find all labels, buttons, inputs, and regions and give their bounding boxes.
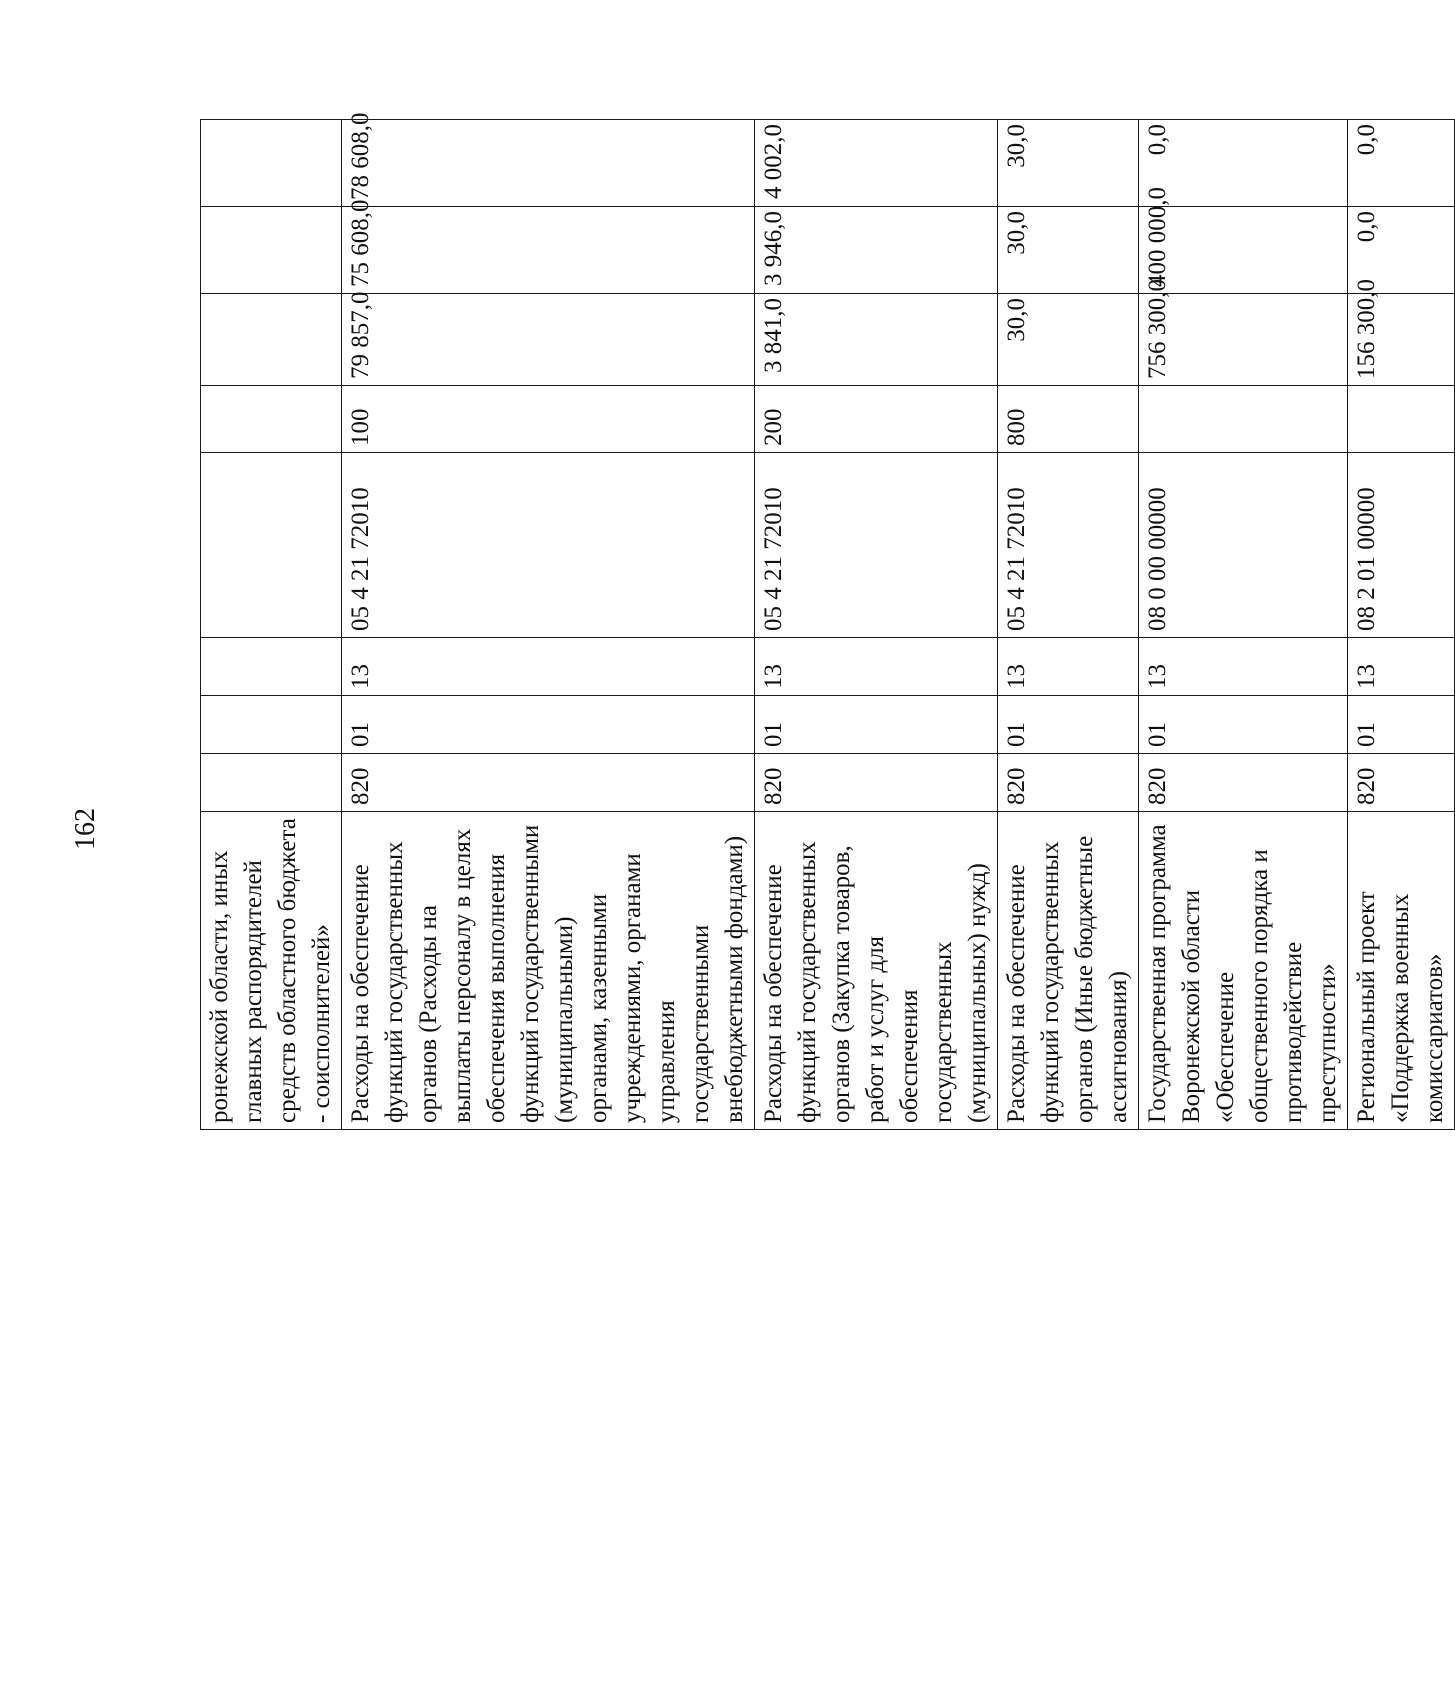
row-amount-year-3: 0,0 <box>1348 120 1455 207</box>
row-amount-year-3 <box>201 120 342 207</box>
row-amount-year-2: 3 946,0 <box>755 207 998 294</box>
row-amount-year-2 <box>201 207 342 294</box>
row-grbs-code <box>201 754 342 812</box>
table-row <box>342 120 755 1130</box>
row-description: Расходы на обеспечение функций государственных органов (Закупка товаров, работ и услуг для обеспечения государственных (муниципальных) нужд) <box>755 812 998 1130</box>
row-target-article-code: 08 0 00 00000 <box>1139 453 1348 638</box>
row-amount-year-1: 30,0 <box>998 294 1139 386</box>
row-amount-year-3: 0,0 <box>1139 120 1348 207</box>
row-section-code: 01 <box>342 696 755 754</box>
row-amount-year-3: 4 002,0 <box>755 120 998 207</box>
row-subsection-code: 13 <box>1348 638 1455 696</box>
row-description: Расходы на обеспечение функций государственных органов (Расходы на выплаты персоналу в целях обеспечения выполнения функций государственными (муниципальными) органами, казенными учреждениями, органами управления государственными внебюджетными фондами) <box>342 812 755 1130</box>
row-subsection-code <box>201 638 342 696</box>
row-target-article-code: 05 4 21 72010 <box>342 453 755 638</box>
row-amount-year-2: 0,0 <box>1348 207 1455 294</box>
row-amount-year-2: 400 000,0 <box>1139 207 1348 294</box>
table-row <box>1348 120 1455 1130</box>
row-amount-year-1: 756 300,0 <box>1139 294 1348 386</box>
row-amount-year-1 <box>201 294 342 386</box>
row-expense-type-code: 200 <box>755 386 998 453</box>
row-expense-type-code <box>201 386 342 453</box>
row-section-code: 01 <box>1139 696 1348 754</box>
table-row <box>755 120 998 1130</box>
row-grbs-code: 820 <box>998 754 1139 812</box>
row-expense-type-code: 100 <box>342 386 755 453</box>
row-expense-type-code <box>1348 386 1455 453</box>
table-row <box>201 120 342 1130</box>
row-grbs-code: 820 <box>1348 754 1455 812</box>
row-subsection-code: 13 <box>998 638 1139 696</box>
row-amount-year-1: 3 841,0 <box>755 294 998 386</box>
row-expense-type-code <box>1139 386 1348 453</box>
row-target-article-code: 05 4 21 72010 <box>998 453 1139 638</box>
row-section-code: 01 <box>1348 696 1455 754</box>
row-section-code <box>201 696 342 754</box>
row-amount-year-1: 79 857,0 <box>342 294 755 386</box>
row-description: Государственная программа Воронежской области «Обеспечение общественного порядка и противодействие преступности» <box>1139 812 1348 1130</box>
row-amount-year-2: 30,0 <box>998 207 1139 294</box>
row-description: Расходы на обеспечение функций государственных органов (Иные бюджетные ассигнования) <box>998 812 1139 1130</box>
table-row <box>1139 120 1348 1130</box>
row-subsection-code: 13 <box>755 638 998 696</box>
row-grbs-code: 820 <box>755 754 998 812</box>
row-target-article-code: 08 2 01 00000 <box>1348 453 1455 638</box>
row-target-article-code <box>201 453 342 638</box>
budget-table <box>200 112 1455 1130</box>
table-row <box>998 120 1139 1130</box>
row-amount-year-2: 75 608,0 <box>342 207 755 294</box>
row-grbs-code: 820 <box>342 754 755 812</box>
row-section-code: 01 <box>755 696 998 754</box>
page-number: 162 <box>70 808 101 850</box>
row-target-article-code: 05 4 21 72010 <box>755 453 998 638</box>
row-grbs-code: 820 <box>1139 754 1348 812</box>
row-section-code: 01 <box>998 696 1139 754</box>
row-expense-type-code: 800 <box>998 386 1139 453</box>
rotated-page-content <box>200 112 1448 1130</box>
row-amount-year-1: 156 300,0 <box>1348 294 1455 386</box>
row-amount-year-3: 30,0 <box>998 120 1139 207</box>
row-subsection-code: 13 <box>342 638 755 696</box>
row-amount-year-3: 78 608,0 <box>342 120 755 207</box>
row-description: Региональный проект «Поддержка военных комиссариатов» <box>1348 812 1455 1130</box>
row-subsection-code: 13 <box>1139 638 1348 696</box>
row-description: ронежской области, иных главных распорядителей средств областного бюджета - соисполнителей» <box>201 812 342 1130</box>
